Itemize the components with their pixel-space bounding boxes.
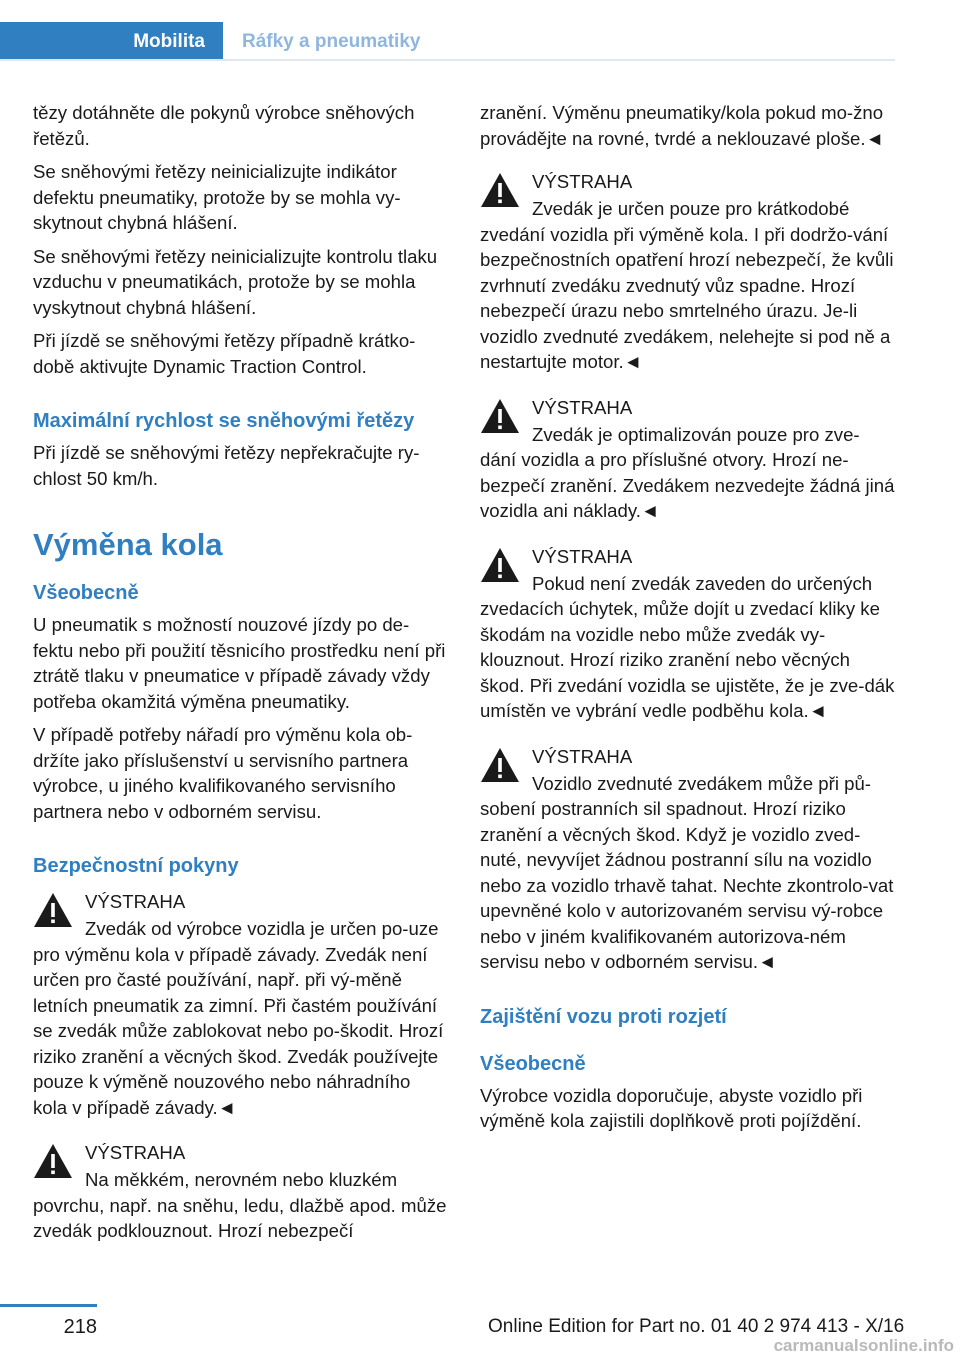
warning-triangle-icon xyxy=(480,398,520,434)
heading-secure-vehicle: Zajištění vozu proti rozjetí xyxy=(480,1005,727,1028)
heading-safety: Bezpečnostní pokyny xyxy=(33,855,239,877)
paragraph: Při jízdě se sněhovými řetězy případně krátko-době aktivujte Dynamic Traction Control. xyxy=(33,330,416,377)
paragraph: V případě potřeby nářadí pro výměnu kola ob-držíte jako příslušenství u servisního partnera výrobce, u jiného kvalifikovaného servisního partnera nebo v odborném servisu. xyxy=(33,724,413,822)
warning-triangle-icon xyxy=(480,547,520,583)
tab-rafky-a-pneumatiky[interactable]: Ráfky a pneumatiky xyxy=(242,31,421,52)
page-header xyxy=(0,0,895,60)
right-column xyxy=(480,100,895,1142)
paragraph: U pneumatik s možností nouzové jízdy po de-fektu nebo při použití těsnicího prostředku není při ztrátě tlaku v pneumatice v případě závady vždy potřeba okamžitá výměna pneumatiky. xyxy=(33,614,446,712)
left-column xyxy=(33,100,448,1260)
warning-triangle-icon xyxy=(480,172,520,208)
warning-title: VÝSTRAHA xyxy=(532,745,633,767)
warning-triangle-icon xyxy=(480,747,520,783)
paragraph: zranění. Výměnu pneumatiky/kola pokud mo-žno provádějte na rovné, tvrdé a neklouzavé ploše.◄ xyxy=(480,102,884,149)
paragraph: Výrobce vozidla doporučuje, abyste vozidlo při výměně kola zajistili doplňkově proti pojíždění. xyxy=(480,1084,863,1131)
page-number: 218 xyxy=(63,1316,97,1338)
warning-text: Zvedák je optimalizován pouze pro zve-dání vozidla a pro příslušné otvory. Hrozí ne-bezpečí zranění. Zvedákem nezvedejte žádná jiná vozidla ani náklady.◄ xyxy=(480,423,895,521)
tab-mobilita-label: Mobilita xyxy=(133,31,205,52)
warning-title: VÝSTRAHA xyxy=(532,396,633,418)
heading-max-speed: Maximální rychlost se sněhovými řetězy xyxy=(33,410,415,432)
paragraph: Se sněhovými řetězy neinicializujte kontrolu tlaku vzduchu v pneumatikách, protože by se mohla vyskytnout chybná hlášení. xyxy=(33,245,438,318)
warning-text: Vozidlo zvednuté zvedákem může při pů-sobení postranních sil spadnout. Hrozí riziko zranění a věcných škod. Když je vozidlo zved-nuté, nevyvíjet žádnou postranní sílu na vozidlo nebo za vozidlo trhavě tahat. Nechte zkontrolo-vat upevněné kolo v autorizovaném servisu vý-robce nebo v jiném kvalifikovaném autorizova-ném servisu nebo v odborném servisu.◄ xyxy=(480,772,894,972)
section-title-wheel-change: Výměna kola xyxy=(33,527,223,562)
header-divider xyxy=(0,59,895,61)
warning-block xyxy=(480,165,895,375)
warning-block xyxy=(33,885,448,1120)
paragraph: Se sněhovými řetězy neinicializujte indikátor defektu pneumatiky, protože by se mohla vy-skytnout chybná hlášení. xyxy=(33,161,401,233)
paragraph: tězy dotáhněte dle pokynů výrobce sněhových řetězů. xyxy=(33,102,415,149)
tab-mobilita[interactable] xyxy=(0,22,223,60)
warning-block xyxy=(480,740,895,975)
warning-title: VÝSTRAHA xyxy=(532,171,633,192)
warning-text: Na měkkém, nerovném nebo kluzkém povrchu, např. na sněhu, ledu, dlažbě apod. může zvedák podklouznout. Hrozí nebezpečí xyxy=(33,1169,447,1241)
warning-title: VÝSTRAHA xyxy=(85,1142,186,1163)
heading-general: Všeobecně xyxy=(480,1052,586,1075)
warning-block xyxy=(33,1136,448,1244)
warning-block xyxy=(480,391,895,524)
warning-text: Pokud není zvedák zaveden do určených zvedacích úchytek, může dojít u zvedací kliky ke škodám na vozidle nebo může zvedák vy-klouznout. Hrozí riziko zranění nebo věcných škod. Při zvedání vozidla se ujistěte, že je zve-dák umístěn ve vybrání vedle podběhu kola.◄ xyxy=(480,572,895,721)
warning-text: Zvedák od výrobce vozidla je určen po-uze pro výměnu kola v případě závady. Zvedák není určen pro časté používání, např. při vý-měně letních pneumatik za zimní. Při častém používání se zvedák může zablokovat nebo po-škodit. Hrozí riziko zranění a věcných škod. Zvedák používejte pouze k výměně nouzového nebo náhradního kola v případě závady.◄ xyxy=(33,918,444,1118)
warning-block xyxy=(480,540,895,724)
warning-title: VÝSTRAHA xyxy=(85,891,186,912)
warning-title: VÝSTRAHA xyxy=(532,545,633,567)
paragraph: Při jízdě se sněhovými řetězy nepřekračujte ry-chlost 50 km/h. xyxy=(33,442,420,489)
warning-triangle-icon xyxy=(33,1143,73,1179)
warning-triangle-icon xyxy=(33,892,73,928)
heading-general: Všeobecně xyxy=(33,582,139,604)
footer-edition-text: Online Edition for Part no. 01 40 2 974 413 - X/16 xyxy=(488,1316,905,1337)
page-number-bar xyxy=(0,1304,97,1307)
warning-text: Zvedák je určen pouze pro krátkodobé zvedání vozidla při výměně kola. I při dodržo-vání bezpečnostních opatření hrozí nebezpečí, že kvůli zvrhnutí zvedáku zvednutý vůz spadne. Hrozí nebezpečí úrazu nebo smrtelného úrazu. Je-li vozidlo zvednuté zvedákem, nelehejte si pod ně a nestartujte motor.◄ xyxy=(480,198,894,372)
watermark: carmanualsonline.info xyxy=(773,1336,954,1355)
